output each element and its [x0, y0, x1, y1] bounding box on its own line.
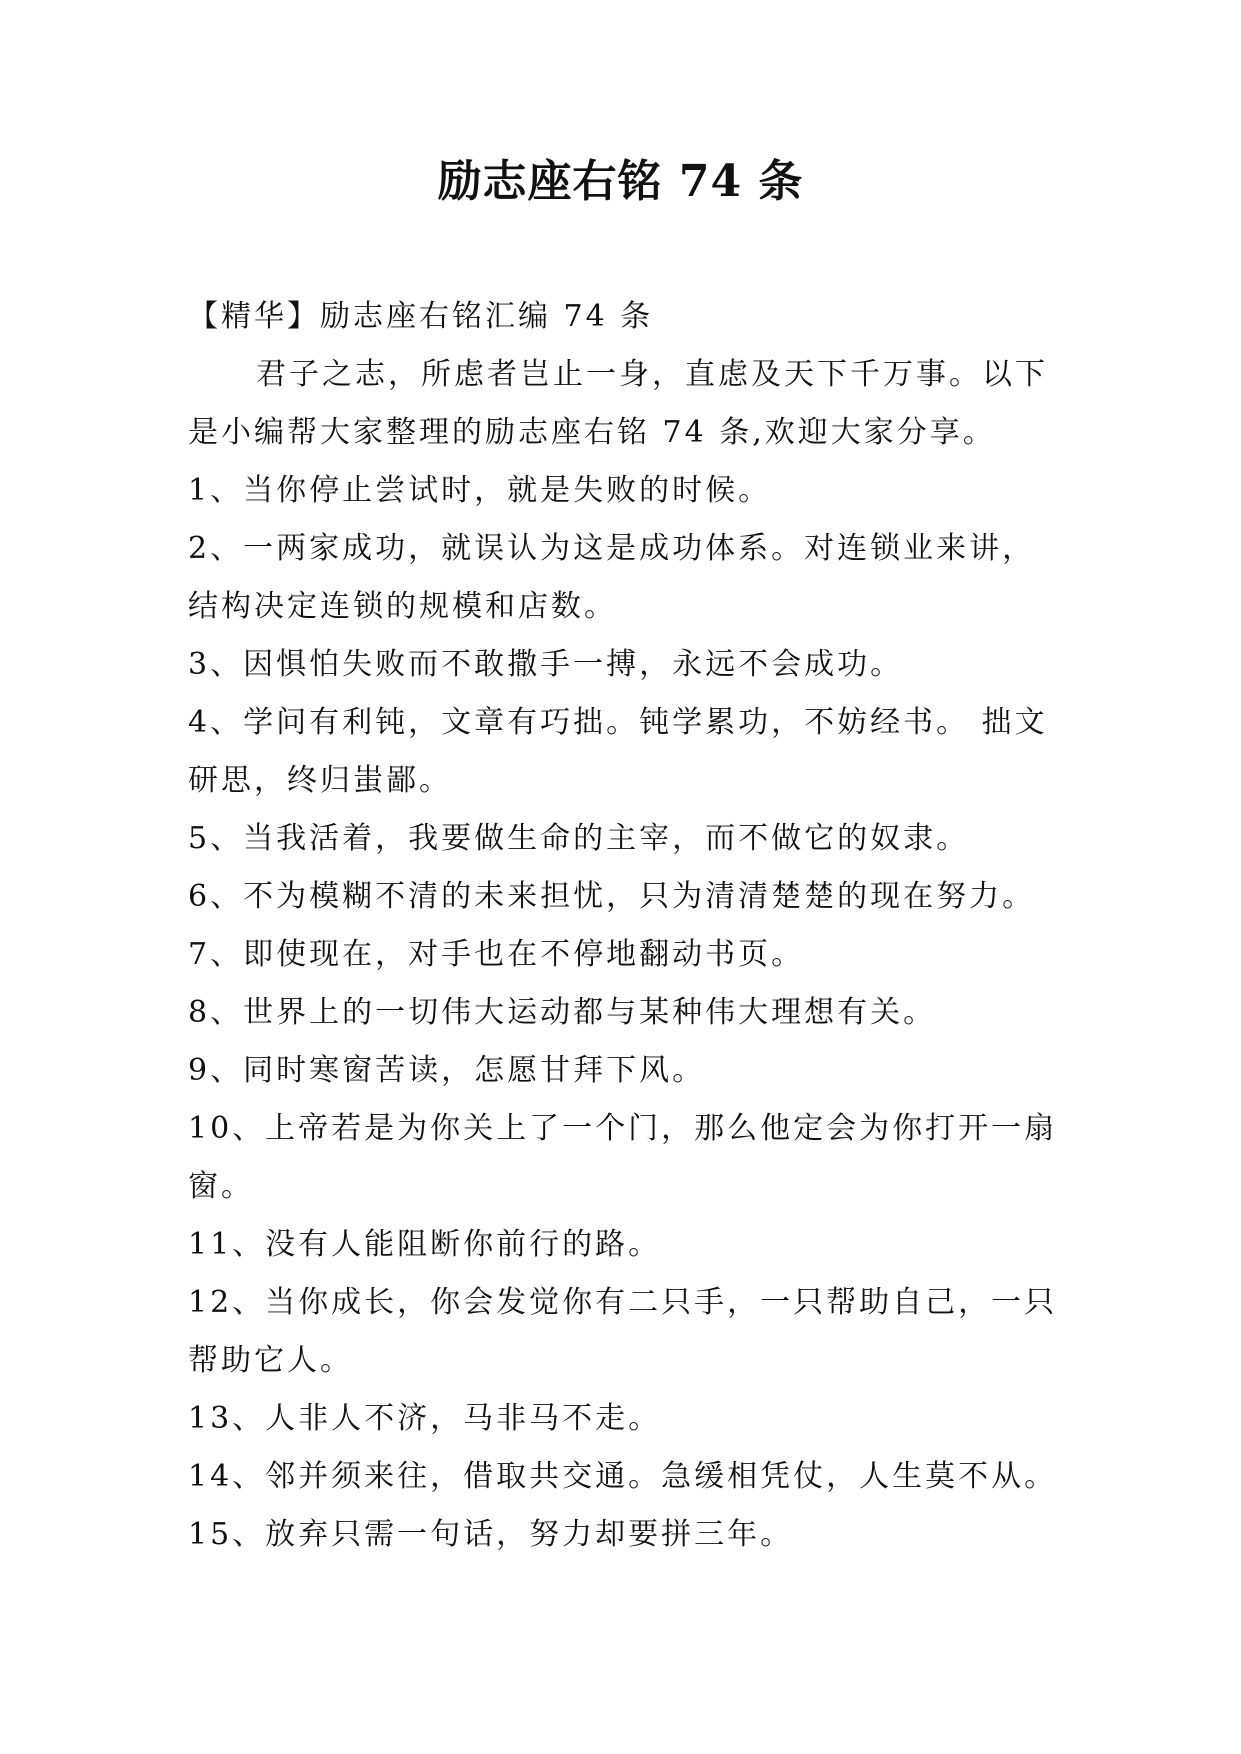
- list-item: 4、学问有利钝，文章有巧拙。钝学累功，不妨经书。 拙文研思，终归蚩鄙。: [188, 705, 1048, 798]
- list-item: 14、邻并须来往，借取共交通。急缓相凭仗，人生莫不从。: [188, 1459, 1058, 1494]
- list-item: 6、不为模糊不清的未来担忧，只为清清楚楚的现在努力。: [188, 879, 1036, 914]
- list-item: 1、当你停止尝试时，就是失败的时候。: [188, 473, 772, 508]
- list-item: 8、世界上的一切伟大运动都与某种伟大理想有关。: [188, 995, 937, 1030]
- list-item: 11、没有人能阻断你前行的路。: [188, 1227, 662, 1262]
- document-body: [188, 288, 1068, 1564]
- list-item: 9、同时寒窗苦读，怎愿甘拜下风。: [188, 1053, 706, 1088]
- intro-paragraph: 君子之志，所虑者岂止一身，直虑及天下千万事。以下是小编帮大家整理的励志座右铭 74 条,欢迎大家分享。: [188, 357, 1048, 450]
- document-title: 励志座右铭 74 条: [437, 156, 804, 207]
- list-item: 3、因惧怕失败而不敢撒手一搏，永远不会成功。: [188, 647, 904, 682]
- list-item: 5、当我活着，我要做生命的主宰，而不做它的奴隶。: [188, 821, 970, 856]
- document-subtitle: 【精华】励志座右铭汇编 74 条: [188, 299, 654, 334]
- list-item: 7、即使现在，对手也在不停地翻动书页。: [188, 937, 805, 972]
- list-item: 10、上帝若是为你关上了一个门，那么他定会为你打开一扇窗。: [188, 1111, 1058, 1204]
- list-item: 2、一两家成功，就误认为这是成功体系。对连锁业来讲，结构决定连锁的规模和店数。: [188, 531, 1036, 624]
- list-item: 15、放弃只需一句话，努力却要拼三年。: [188, 1517, 794, 1552]
- list-item: 13、人非人不济，马非马不走。: [188, 1401, 662, 1436]
- list-item: 12、当你成长，你会发觉你有二只手，一只帮助自己，一只帮助它人。: [188, 1285, 1058, 1378]
